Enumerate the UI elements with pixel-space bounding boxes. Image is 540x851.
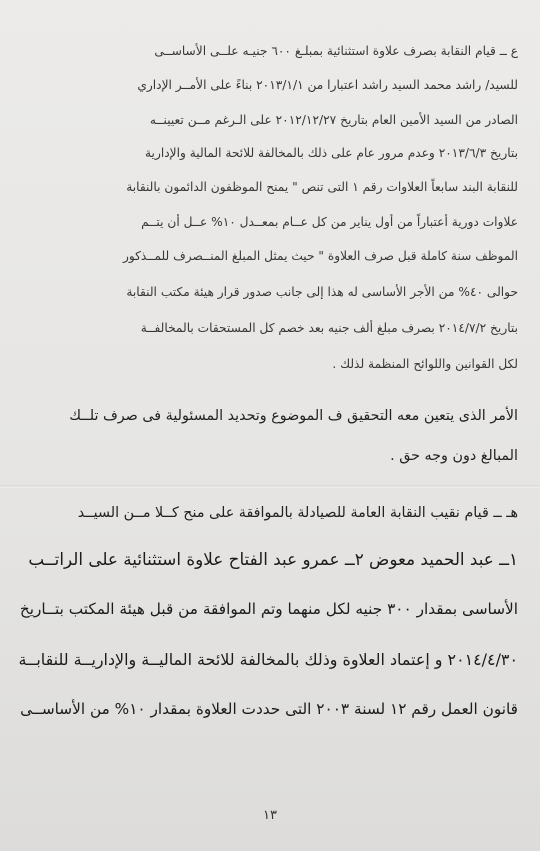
text-line-9: بتاريخ ٢٠١٤/٧/٢ بصرف مبلغ ألف جنيه بعد خصم كل المستحقات بالمخالفــة	[140, 321, 518, 335]
text-line-17: قانون العمل رقم ١٢ لسنة ٢٠٠٣ التى حددت العلاوة بمقدار ١٠% من الأساســى	[20, 700, 518, 718]
text-line-12: المبالغ دون وجه حق .	[390, 448, 518, 464]
text-line-4: بتاريخ ٢٠١٣/٦/٣ وعدم مرور عام على ذلك بالمخالفة للائحة المالية والإدارية	[145, 146, 518, 160]
paper-fold-crease	[0, 485, 540, 488]
text-line-16: ٢٠١٤/٤/٣٠ و إعتماد العلاوة وذلك بالمخالفة للائحة الماليــة والإداريــة للنقابــة	[18, 650, 518, 669]
page-number: ١٣	[263, 808, 277, 823]
text-line-6: علاوات دورية أعتباراً من أول يناير من كل عــام بمعــدل ١٠% عــل أن يتــم	[141, 215, 518, 229]
text-line-14: ١ــ عبد الحميد معوض ٢ــ عمرو عبد الفتاح علاوة استثنائية على الراتــب	[28, 549, 518, 569]
text-line-8: حوالى ٤٠% من الأجر الأساسى له هذا إلى جانب صدور قرار هيئة مكتب النقابة	[126, 285, 518, 299]
text-line-7: الموظف سنة كاملة قبل صرف العلاوة " حيث يمثل المبلغ المنــصرف للمــذكور	[122, 249, 518, 263]
text-line-11: الأمر الذى يتعين معه التحقيق ف الموضوع وتحديد المسئولية فى صرف تلــك	[69, 408, 518, 424]
text-line-1: ع ــ قيام النقابة بصرف علاوة استثنائية بمبلـغ ٦٠٠ جنيـه علــى الأساســى	[154, 44, 518, 58]
text-line-3: الصادر من السيد الأمين العام بتاريخ ٢٠١٢/١٢/٢٧ على الـرغم مــن تعيينــه	[149, 113, 518, 127]
text-line-10: لكل القوانين واللوائح المنظمة لذلك .	[332, 357, 518, 371]
text-line-15: الأساسى بمقدار ٣٠٠ جنيه لكل منهما وتم الموافقة من قبل هيئة المكتب بتــاريخ	[19, 600, 518, 618]
text-line-2: للسيد/ راشد محمد السيد راشد اعتبارا من ٢٠١٣/١/١ بناءً على الأمــر الإداري	[137, 78, 518, 92]
text-line-5: للنقابة البند سابعاً العلاوات رقم ١ التى تنص " يمنح الموظفون الدائمون بالنقابة	[126, 180, 518, 194]
text-line-13: هـ ــ قيام نقيب النقابة العامة للصيادلة بالموافقة على منح كــلا مــن السيــد	[77, 505, 518, 521]
